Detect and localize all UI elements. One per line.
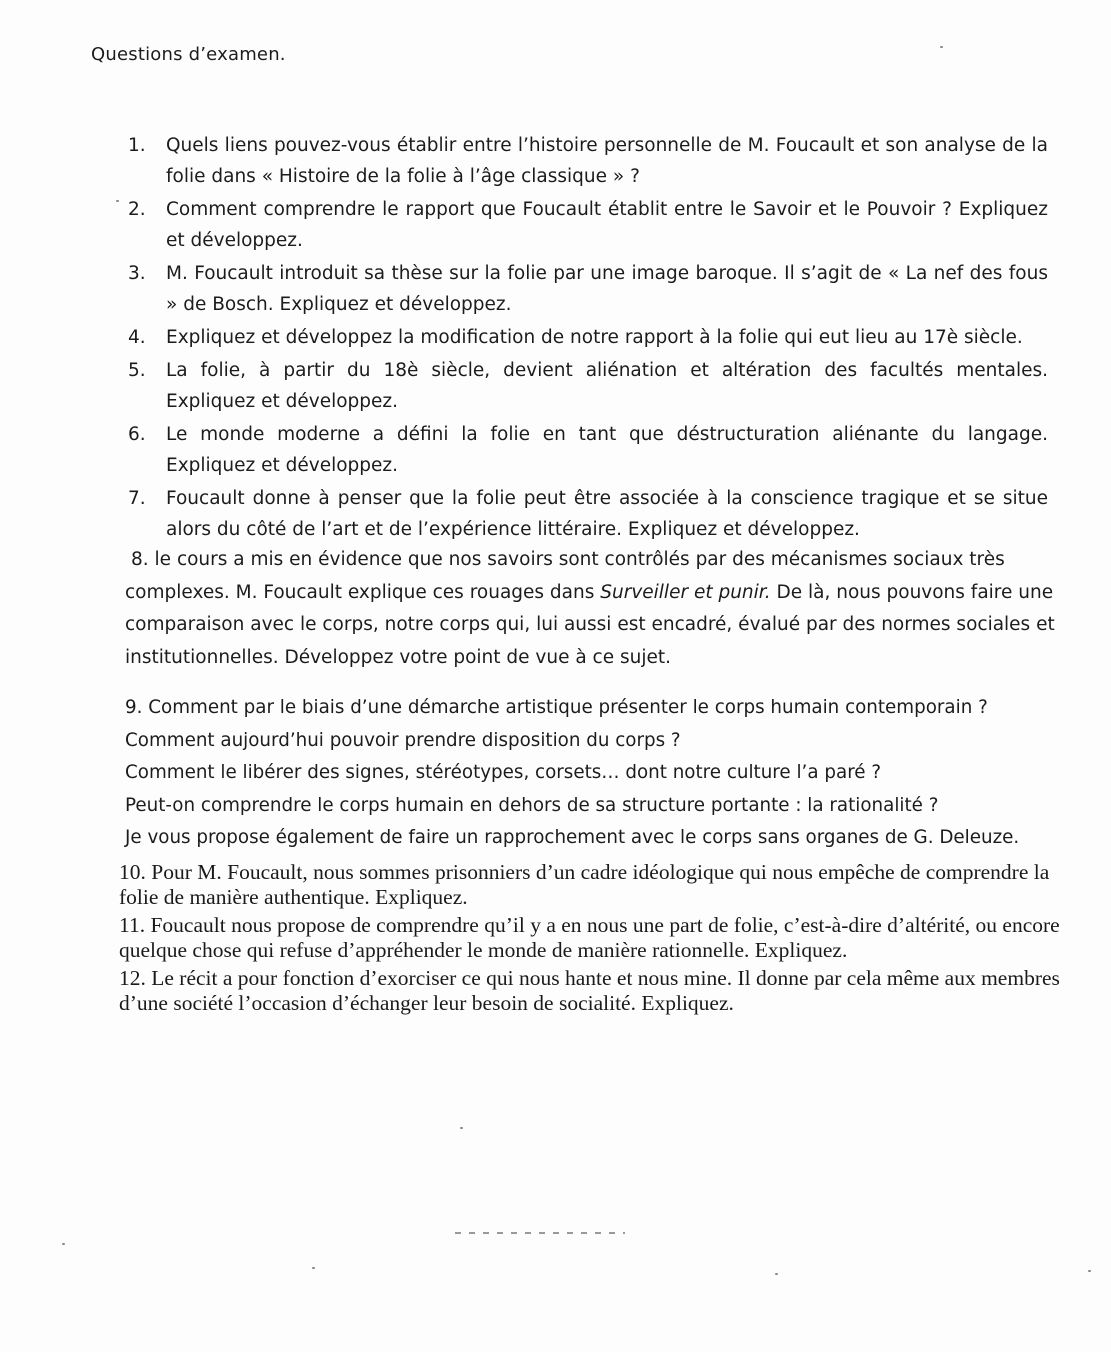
question-text: Foucault donne à penser que la folie peut être associée à la conscience tragique et se situe alors du côté de l’art et de l’expérience littéraire. Expliquez et développez. bbox=[166, 488, 1048, 540]
question-number: 7. bbox=[128, 488, 146, 509]
question-text: Expliquez et développez la modification de notre rapport à la folie qui eut lieu au 17è siècle. bbox=[166, 327, 1023, 348]
question-item-7 bbox=[128, 483, 1048, 545]
question-line: 9. Comment par le biais d’une démarche artistique présenter le corps humain contemporain ? bbox=[125, 697, 988, 718]
scan-speck bbox=[1088, 1270, 1091, 1272]
scan-speck bbox=[116, 200, 119, 202]
scan-speck bbox=[312, 1267, 315, 1269]
numbered-question-list bbox=[128, 130, 1048, 547]
question-line: Comment aujourd’hui pouvoir prendre disposition du corps ? bbox=[125, 729, 681, 751]
question-text: Comment comprendre le rapport que Foucault établit entre le Savoir et le Pouvoir ? Expliquez et développez. bbox=[166, 199, 1048, 251]
question-item-2 bbox=[128, 194, 1048, 256]
question-number: 2. bbox=[128, 199, 146, 220]
question-text: Quels liens pouvez-vous établir entre l’histoire personnelle de M. Foucault et son analyse de la folie dans « Histoire de la folie à l’âge classique » ? bbox=[166, 135, 1048, 187]
question-item-3 bbox=[128, 258, 1048, 320]
question-item-9 bbox=[125, 692, 1055, 855]
scan-speck bbox=[775, 1273, 778, 1275]
question-number: 5. bbox=[128, 360, 146, 381]
serif-question-list bbox=[119, 860, 1069, 1019]
question-line: Peut-on comprendre le corps humain en dehors de sa structure portante : la rationalité ? bbox=[125, 794, 939, 816]
book-title: Surveiller et punir. bbox=[600, 581, 771, 603]
scan-speck bbox=[940, 46, 943, 48]
question-item-10: 10. Pour M. Foucault, nous sommes prisonniers d’un cadre idéologique qui nous empêche de comprendre la folie de manière authentique. Expliquez. bbox=[119, 860, 1050, 909]
question-text-continued: De là, nous pouvons faire une comparaison avec le corps, notre corps qui, lui aussi est encadré, évalué par des normes sociales et institutionnelles. Développez votre point de vue à ce sujet. bbox=[125, 581, 1055, 668]
question-number: 6. bbox=[128, 424, 146, 445]
question-text: Le monde moderne a défini la folie en tant que déstructuration aliénante du langage. Expliquez et développez. bbox=[166, 424, 1048, 476]
question-item-11: 11. Foucault nous propose de comprendre qu’il y a en nous une part de folie, c’est-à-dire d’altérité, ou encore quelque chose qui refuse d’appréhender le monde de manière rationnelle. Expliquez. bbox=[119, 913, 1060, 962]
question-text: M. Foucault introduit sa thèse sur la folie par une image baroque. Il s’agit de « La nef des fous » de Bosch. Expliquez et développez. bbox=[166, 263, 1048, 315]
question-line: Comment le libérer des signes, stéréotypes, corsets… dont notre culture l’a paré ? bbox=[125, 762, 882, 783]
question-number: 4. bbox=[128, 327, 146, 348]
question-item-6 bbox=[128, 419, 1048, 481]
question-item-12: 12. Le récit a pour fonction d’exorciser ce qui nous hante et nous mine. Il donne par cela même aux membres d’une société l’occasion d’échanger leur besoin de socialité. Expliquez. bbox=[119, 966, 1060, 1015]
question-number: 8. bbox=[131, 549, 149, 570]
question-item-4 bbox=[128, 322, 1048, 353]
question-text: La folie, à partir du 18è siècle, devient aliénation et altération des facultés mentales. Expliquez et développez. bbox=[166, 360, 1048, 412]
question-text: le cours a mis en évidence que nos savoirs sont contrôlés par des mécanismes sociaux très complexes. M. Foucault explique ces rouages dans bbox=[125, 549, 1005, 603]
scan-speck bbox=[62, 1243, 65, 1245]
question-line: Je vous propose également de faire un rapprochement avec le corps sans organes de G. Deleuze. bbox=[125, 827, 1020, 848]
question-number: 3. bbox=[128, 263, 146, 284]
scan-artifact-line bbox=[455, 1232, 625, 1234]
page-title: Questions d’examen. bbox=[91, 44, 286, 65]
scan-speck bbox=[460, 1127, 463, 1129]
question-item-8 bbox=[125, 544, 1060, 674]
question-item-1 bbox=[128, 130, 1048, 192]
question-item-5 bbox=[128, 355, 1048, 417]
question-number: 1. bbox=[128, 135, 146, 156]
